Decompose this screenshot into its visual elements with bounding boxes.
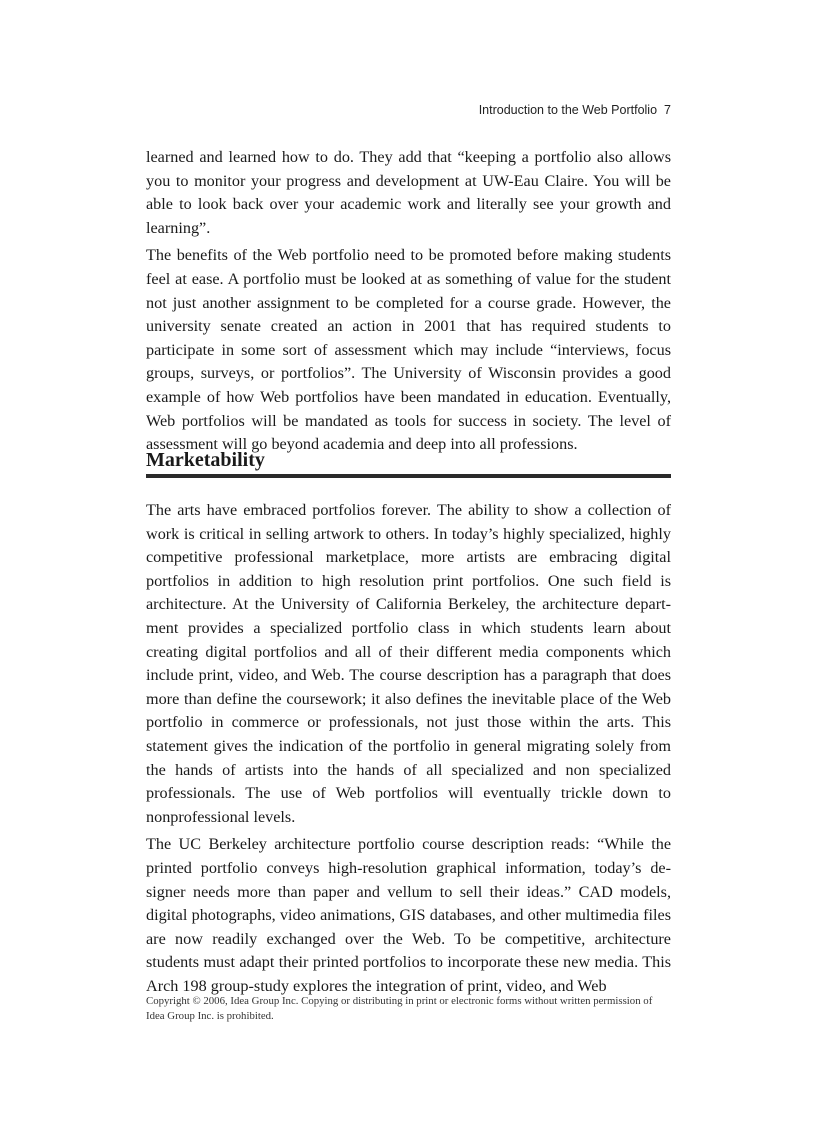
- paragraph: learned and learned how to do. They add that “keeping a portfolio also allows you to monitor your progress and development at UW-Eau Claire. You will be able to look back over your academic work and literally see your growth and learning”.: [146, 148, 671, 237]
- copyright-notice: Copyright © 2006, Idea Group Inc. Copying or distributing in print or electronic forms without written permission of Idea Group Inc. is prohibited.: [146, 995, 653, 1022]
- intro-text-block: [146, 146, 671, 461]
- paragraph: The UC Berkeley architecture portfolio course description reads: “While the printed portfolio conveys high-resolution graphical information, today’s de-signer needs more than paper and vellum to sell their ideas.” CAD models, digital photographs, video animations, GIS databases, and other multimedia files are now readily exchanged over the Web. To be competitive, architecture students must adapt their printed portfolios to incorporate these new media. This Arch 198 group-study explores the integration of print, video, and Web: [146, 835, 671, 995]
- running-head-title: Introduction to the Web Portfolio: [478, 103, 658, 117]
- heading-rule: [146, 474, 671, 478]
- section-text-block: [146, 499, 671, 1002]
- section-heading: Marketability: [146, 449, 265, 471]
- paragraph: The arts have embraced portfolios forever. The ability to show a collection of work is critical in selling artwork to others. In today’s highly specialized, highly competitive professional marketplace, more artists are embracing digital portfolios in addition to high resolution print portfolios. One such field is architecture. At the University of California Berkeley, the architecture depart-ment provides a specialized portfolio class in which students learn about creating digital portfolios and all of their different media components which include print, video, and Web. The course description has a paragraph that does more than define the coursework; it also defines the inevitable place of the Web portfolio in commerce or professionals, not just those within the arts. This statement gives the indication of the portfolio in general migrating solely from the hands of artists into the hands of all specialized and non specialized professionals. The use of Web portfolios will eventually trickle down to nonprofessional levels.: [146, 501, 671, 826]
- running-head: [479, 103, 671, 117]
- paragraph: The benefits of the Web portfolio need to be promoted before making students feel at ease. A portfolio must be looked at as something of value for the student not just another assignment to be completed for a course grade. However, the university senate created an action in 2001 that has required students to participate in some sort of assessment which may include “interviews, focus groups, surveys, or portfolios”. The University of Wisconsin provides a good example of how Web portfolios have been mandated in education. Eventually, Web portfolios will be mandated as tools for success in society. The level of assessment will go beyond academia and deep into all professions.: [146, 246, 671, 454]
- page-number: 7: [664, 103, 671, 117]
